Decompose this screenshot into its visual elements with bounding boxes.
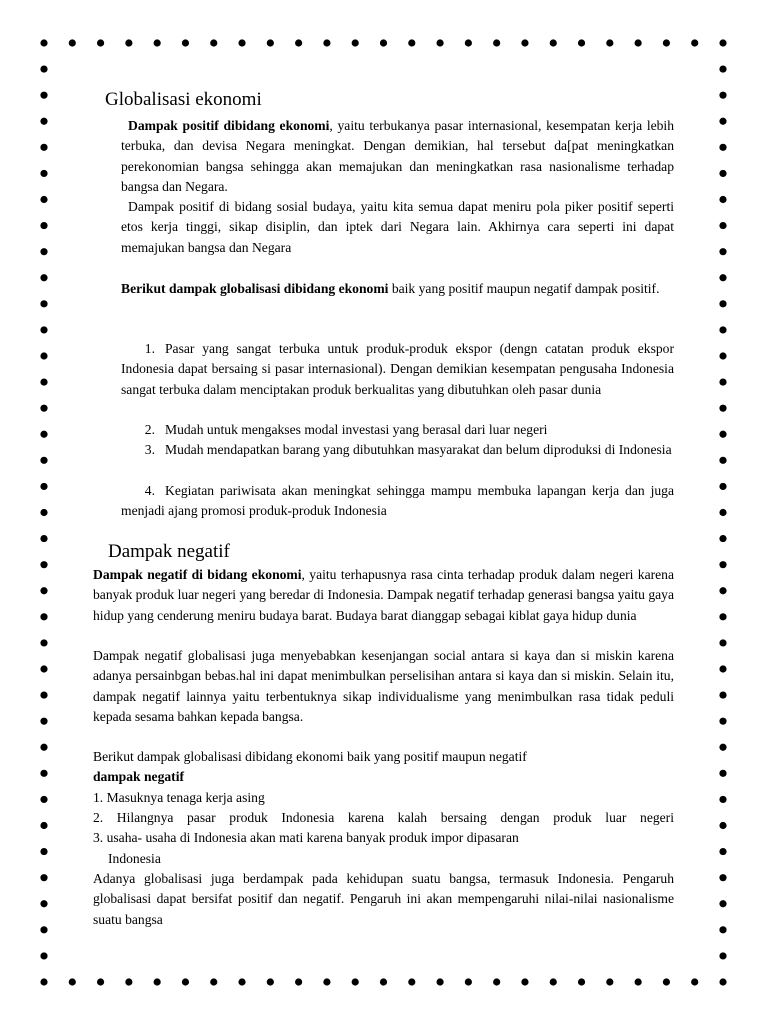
border-dot — [719, 65, 726, 72]
border-dot — [40, 535, 47, 542]
border-dot — [40, 222, 47, 229]
border-dot — [182, 978, 189, 985]
negative-list-item-continuation: Indonesia — [108, 851, 161, 866]
border-dot — [719, 222, 726, 229]
border-dot — [521, 978, 528, 985]
list-item-text: Mudah mendapatkan barang yang dibutuhkan masyarakat dan belum diproduksi di Indonesia — [165, 442, 672, 457]
border-dot — [295, 39, 302, 46]
border-dot — [719, 926, 726, 933]
border-dot — [97, 978, 104, 985]
border-dot — [719, 900, 726, 907]
border-dot — [210, 978, 217, 985]
border-dot — [40, 900, 47, 907]
border-dot — [521, 39, 528, 46]
positive-economic-impact-paragraph — [121, 116, 674, 198]
negative-impact-subheading — [93, 767, 674, 787]
border-dot — [635, 39, 642, 46]
border-dot — [719, 144, 726, 151]
border-dot — [719, 92, 726, 99]
border-dot — [408, 39, 415, 46]
border-dot — [719, 587, 726, 594]
border-dot — [719, 639, 726, 646]
border-dot — [125, 978, 132, 985]
border-dot — [578, 978, 585, 985]
border-dot — [295, 978, 302, 985]
border-dot — [40, 691, 47, 698]
negative-economic-impact-paragraph — [93, 565, 674, 626]
border-dot — [40, 144, 47, 151]
border-dot — [436, 39, 443, 46]
border-dot — [719, 978, 726, 985]
border-dot — [719, 274, 726, 281]
border-dot — [40, 770, 47, 777]
border-dot — [719, 509, 726, 516]
border-dot — [719, 39, 726, 46]
negative-impact-intro-line: Berikut dampak globalisasi dibidang ekonomi baik yang positif maupun negatif — [93, 749, 527, 764]
border-dot — [465, 978, 472, 985]
border-dot — [352, 978, 359, 985]
list-item-number: 2. — [144, 422, 155, 437]
border-dot — [40, 509, 47, 516]
border-dot — [40, 326, 47, 333]
border-dot — [40, 718, 47, 725]
border-dot — [493, 978, 500, 985]
border-dot — [40, 665, 47, 672]
border-dot — [40, 248, 47, 255]
border-dot — [719, 665, 726, 672]
border-dot — [40, 796, 47, 803]
border-dot — [352, 39, 359, 46]
positive-impact-intro-lead: Berikut dampak globalisasi dibidang ekonomi — [121, 281, 389, 296]
border-dot — [210, 39, 217, 46]
border-dot — [182, 39, 189, 46]
negative-list-item: 2. Hilangnya pasar produk Indonesia karena kalah bersaing dengan produk luar negeri — [93, 810, 674, 825]
positive-impact-intro-paragraph — [121, 279, 674, 299]
border-dot — [40, 196, 47, 203]
list-item-text: Pasar yang sangat terbuka untuk produk-produk ekspor (dengn catatan produk ekspor Indonesia dapat bersaing si pasar internasional). Dengan demikian kesempatan pengusaha Indonesia sangat terbuka dalam menciptakan produk berkualitas yang dibutuhkan oleh pasar dunia — [121, 341, 674, 397]
border-dot — [578, 39, 585, 46]
border-dot — [719, 431, 726, 438]
border-dot — [719, 326, 726, 333]
border-dot — [380, 978, 387, 985]
border-dot — [550, 39, 557, 46]
list-item-number: 3. — [144, 442, 155, 457]
border-dot — [40, 352, 47, 359]
list-item-number: 1. — [144, 341, 155, 356]
border-dot — [719, 378, 726, 385]
border-dot — [40, 561, 47, 568]
positive-impact-intro-text: baik yang positif maupun negatif dampak positif. — [388, 281, 660, 296]
border-dot — [40, 431, 47, 438]
negative-economic-impact-text: , yaitu terhapusnya rasa cinta terhadap produk dalam negeri karena banyak produk luar negeri yang beredar di Indonesia. Dampak negatif terhadap generasi bangsa yaitu gaya hidup yang cenderung meniru budaya barat. Budaya barat dianggap sebagai kiblat gaya hidup dunia — [93, 567, 674, 623]
border-dot — [40, 613, 47, 620]
border-dot — [719, 535, 726, 542]
border-dot — [40, 587, 47, 594]
closing-paragraph: Adanya globalisasi juga berdampak pada kehidupan suatu bangsa, termasuk Indonesia. Pengaruh globalisasi dapat bersifat positif dan negatif. Pengaruh ini akan mempengaruhi nilai-nilai nasionalisme suatu bangsa — [93, 871, 674, 927]
positive-list-item — [121, 481, 674, 522]
border-dot — [40, 457, 47, 464]
border-dot — [69, 39, 76, 46]
border-dot — [154, 978, 161, 985]
positive-social-impact-paragraph: Dampak positif di bidang sosial budaya, yaitu kita semua dapat meniru pola piker positif seperti etos kerja tinggi, sikap disiplin, dan iptek dari Negara lain. Akhirnya cara seperti ini dapat memajukan bangsa dan Negara — [121, 199, 674, 255]
border-dot — [40, 926, 47, 933]
border-dot — [719, 613, 726, 620]
border-dot — [40, 92, 47, 99]
positive-economic-impact-text: , yaitu terbukanya pasar internasional, kesempatan kerja lebih terbuka, dan devisa Negara meningkat. Dengan demikian, hal tersebut da[pat meningkatkan perekonomian bangsa sehingga akan memajukan dan meningkatkan rasa nasionalisme terhadap bangsa dan Negara. — [121, 118, 675, 195]
border-dot — [40, 300, 47, 307]
border-dot — [719, 483, 726, 490]
border-dot — [40, 952, 47, 959]
border-dot — [40, 483, 47, 490]
border-dot — [719, 170, 726, 177]
border-dot — [465, 39, 472, 46]
border-dot — [635, 978, 642, 985]
border-dot — [40, 744, 47, 751]
border-dot — [238, 39, 245, 46]
border-dot — [40, 378, 47, 385]
border-dot — [40, 170, 47, 177]
list-item-text: Kegiatan pariwisata akan meningkat sehingga mampu membuka lapangan kerja dan juga menjadi ajang promosi produk-produk Indonesia — [121, 483, 674, 519]
negative-social-gap-paragraph: Dampak negatif globalisasi juga menyebabkan kesenjangan social antara si kaya dan si miskin karena adanya persainbgan bebas.hal ini dapat menimbulkan perselisihan antara si kaya dan si miskin. Selain itu, dampak negatif lainnya yaitu terbentuknya sikap individualisme yang menimbulkan rasa tidak peduli kepada sesama bahkan kepada bangsa. — [93, 648, 674, 725]
border-dot — [40, 39, 47, 46]
border-dot — [125, 39, 132, 46]
border-dot — [40, 848, 47, 855]
negative-list-item: 1. Masuknya tenaga kerja asing — [93, 790, 265, 805]
negative-list-item: 3. usaha- usaha di Indonesia akan mati karena banyak produk impor dipasaran — [93, 830, 519, 845]
border-dot — [719, 770, 726, 777]
border-dot — [719, 405, 726, 412]
border-dot — [691, 978, 698, 985]
border-dot — [719, 691, 726, 698]
border-dot — [719, 744, 726, 751]
border-dot — [40, 874, 47, 881]
border-dot — [606, 39, 613, 46]
border-dot — [40, 978, 47, 985]
border-dot — [719, 718, 726, 725]
border-dot — [691, 39, 698, 46]
border-dot — [719, 796, 726, 803]
border-dot — [493, 39, 500, 46]
border-dot — [40, 639, 47, 646]
border-dot — [606, 978, 613, 985]
border-dot — [719, 561, 726, 568]
border-dot — [97, 39, 104, 46]
border-dot — [719, 196, 726, 203]
border-dot — [719, 457, 726, 464]
border-dot — [719, 874, 726, 881]
border-dot — [408, 978, 415, 985]
border-dot — [267, 978, 274, 985]
border-dot — [663, 39, 670, 46]
border-dot — [40, 405, 47, 412]
border-dot — [154, 39, 161, 46]
list-item-text: Mudah untuk mengakses modal investasi yang berasal dari luar negeri — [165, 422, 548, 437]
list-item-number: 4. — [144, 483, 155, 498]
border-dot — [238, 978, 245, 985]
border-dot — [719, 118, 726, 125]
border-dot — [323, 978, 330, 985]
negative-impact-subheading-text: dampak negatif — [93, 769, 185, 784]
border-dot — [719, 352, 726, 359]
border-dot — [40, 118, 47, 125]
border-dot — [267, 39, 274, 46]
border-dot — [436, 978, 443, 985]
negative-economic-impact-lead: Dampak negatif di bidang ekonomi — [93, 567, 302, 582]
border-dot — [550, 978, 557, 985]
border-dot — [40, 274, 47, 281]
border-dot — [719, 848, 726, 855]
section-heading-globalisasi-ekonomi: Globalisasi ekonomi — [105, 89, 262, 110]
border-dot — [663, 978, 670, 985]
positive-list-item — [121, 420, 674, 440]
border-dot — [719, 248, 726, 255]
border-dot — [40, 822, 47, 829]
border-dot — [40, 65, 47, 72]
border-dot — [69, 978, 76, 985]
border-dot — [323, 39, 330, 46]
positive-list-item — [121, 440, 674, 460]
border-dot — [719, 952, 726, 959]
positive-list-item — [121, 339, 674, 400]
border-dot — [719, 300, 726, 307]
positive-economic-impact-lead: Dampak positif dibidang ekonomi — [128, 118, 330, 133]
section-heading-dampak-negatif: Dampak negatif — [108, 541, 230, 562]
border-dot — [719, 822, 726, 829]
border-dot — [380, 39, 387, 46]
